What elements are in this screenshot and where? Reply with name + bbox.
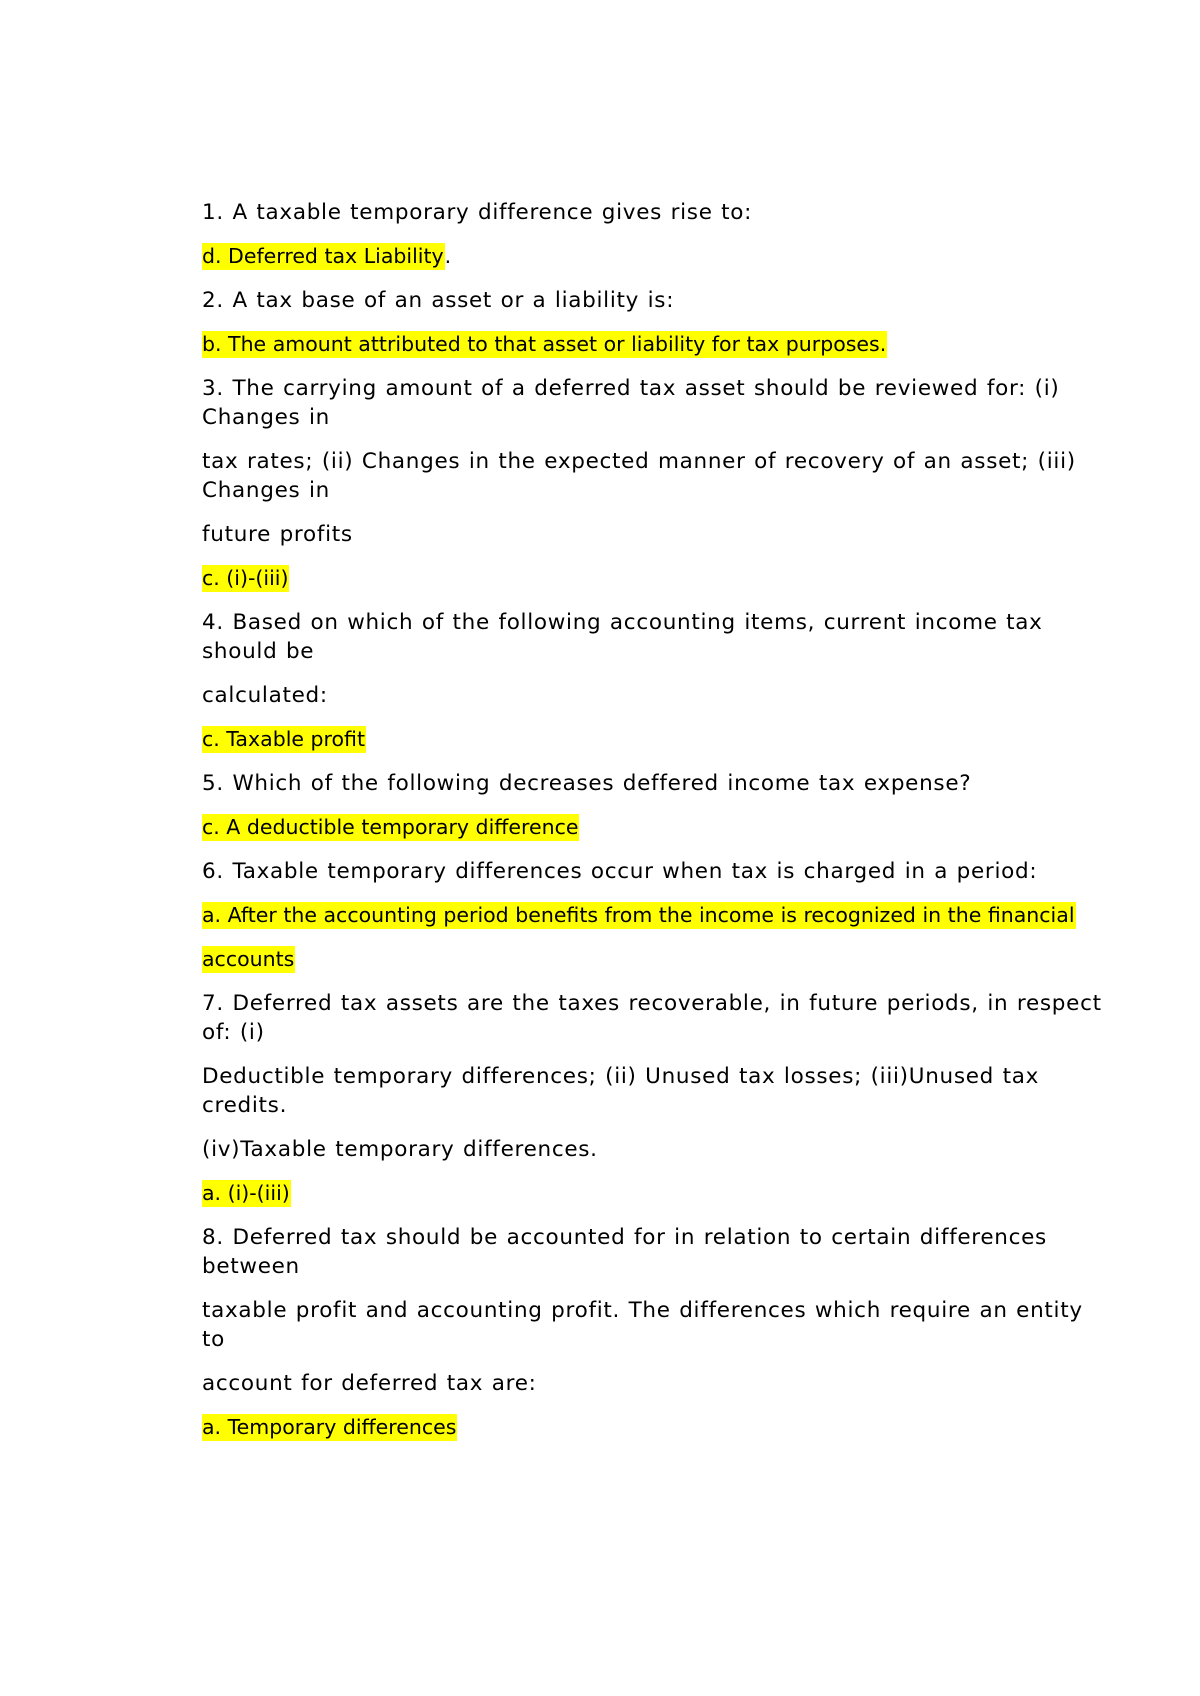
answer-8-highlight: a. Temporary differences xyxy=(202,1415,457,1439)
question-4-line-2: calculated: xyxy=(202,683,328,708)
question-8-line-3: account for deferred tax are: xyxy=(202,1371,537,1396)
question-2-line-1: 2. A tax base of an asset or a liability is: xyxy=(202,288,675,313)
question-5-line-1: 5. Which of the following decreases deffered income tax expense? xyxy=(202,771,972,796)
answer-6-line-2 xyxy=(202,945,1102,974)
answer-7-highlight: a. (i)-(iii) xyxy=(202,1181,290,1205)
question-8-line-2: taxable profit and accounting profit. The differences which require an entity to xyxy=(202,1298,1092,1352)
answer-6-line-1 xyxy=(202,901,1102,930)
question-7-line-3: (iv)Taxable temporary differences. xyxy=(202,1137,598,1162)
answer-5-highlight: c. A deductible temporary difference xyxy=(202,815,579,839)
question-3-line-2: tax rates; (ii) Changes in the expected manner of recovery of an asset; (iii) Changes in xyxy=(202,449,1085,503)
answer-6-highlight-1: a. After the accounting period benefits from the income is recognized in the financial xyxy=(202,903,1075,927)
answer-2 xyxy=(202,330,1102,359)
answer-7 xyxy=(202,1179,1102,1208)
answer-3-highlight: c. (i)-(iii) xyxy=(202,566,289,590)
question-7-line-2: Deductible temporary differences; (ii) Unused tax losses; (iii)Unused tax credits. xyxy=(202,1064,1048,1118)
answer-3 xyxy=(202,564,1102,593)
answer-1-suffix: . xyxy=(444,244,452,268)
answer-4 xyxy=(202,725,1102,754)
question-3-line-1: 3. The carrying amount of a deferred tax asset should be reviewed for: (i) Changes in xyxy=(202,376,1069,430)
answer-2-highlight: b. The amount attributed to that asset or liability for tax purposes. xyxy=(202,332,887,356)
answer-8 xyxy=(202,1413,1102,1442)
question-6-line-1: 6. Taxable temporary differences occur when tax is charged in a period: xyxy=(202,859,1038,884)
question-7-line-1: 7. Deferred tax assets are the taxes recoverable, in future periods, in respect of: (i) xyxy=(202,991,1111,1045)
question-1-line-1: 1. A taxable temporary difference gives rise to: xyxy=(202,200,753,225)
answer-4-highlight: c. Taxable profit xyxy=(202,727,366,751)
answer-5 xyxy=(202,813,1102,842)
answer-6-highlight-2: accounts xyxy=(202,947,295,971)
question-8-line-1: 8. Deferred tax should be accounted for in relation to certain differences between xyxy=(202,1225,1056,1279)
answer-1-highlight: d. Deferred tax Liability xyxy=(202,244,444,268)
document-body xyxy=(202,198,1111,1457)
answer-1 xyxy=(202,242,1102,271)
question-3-line-3: future profits xyxy=(202,522,353,547)
question-4-line-1: 4. Based on which of the following accounting items, current income tax should be xyxy=(202,610,1052,664)
